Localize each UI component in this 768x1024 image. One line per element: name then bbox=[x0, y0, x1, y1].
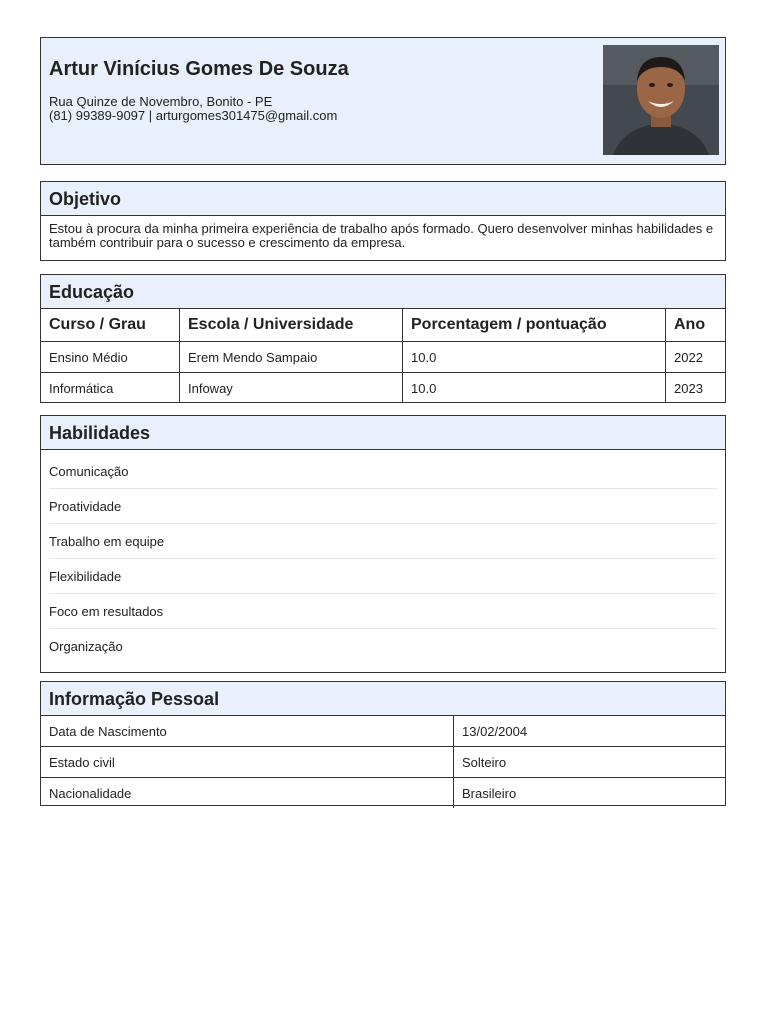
col-score: Porcentagem / pontuação bbox=[403, 309, 666, 342]
field-label: Nacionalidade bbox=[41, 778, 454, 809]
table-row bbox=[41, 778, 725, 809]
skills-section bbox=[40, 415, 726, 673]
list-item: Proatividade bbox=[49, 489, 717, 524]
skills-title: Habilidades bbox=[41, 416, 725, 450]
score-cell: 10.0 bbox=[403, 342, 666, 373]
contact-info bbox=[49, 95, 337, 123]
field-value: Solteiro bbox=[454, 747, 726, 778]
table-row bbox=[41, 747, 725, 778]
table-row bbox=[41, 373, 725, 404]
col-course: Curso / Grau bbox=[41, 309, 180, 342]
course-cell: Ensino Médio bbox=[41, 342, 180, 373]
table-row bbox=[41, 716, 725, 747]
address-text: Rua Quinze de Novembro, Bonito - PE bbox=[49, 94, 273, 109]
col-year: Ano bbox=[666, 309, 726, 342]
education-section bbox=[40, 274, 726, 403]
field-value: Brasileiro bbox=[462, 785, 517, 801]
col-school: Escola / Universidade bbox=[180, 309, 403, 342]
objective-title: Objetivo bbox=[41, 182, 725, 216]
year-cell: 2023 bbox=[674, 380, 703, 396]
school-cell: Infoway bbox=[180, 373, 403, 404]
personal-info-title: Informação Pessoal bbox=[41, 682, 725, 716]
objective-section bbox=[40, 181, 726, 261]
person-name: Artur Vinícius Gomes De Souza bbox=[49, 58, 349, 80]
table-row bbox=[41, 342, 725, 373]
list-item: Organização bbox=[49, 639, 123, 654]
field-label: Estado civil bbox=[41, 747, 454, 778]
score-cell: 10.0 bbox=[403, 373, 666, 404]
list-item: Trabalho em equipe bbox=[49, 524, 717, 559]
school-cell: Erem Mendo Sampaio bbox=[180, 342, 403, 373]
profile-photo bbox=[603, 45, 719, 155]
education-table bbox=[41, 309, 725, 403]
education-header-row bbox=[41, 309, 725, 342]
personal-info-table bbox=[41, 716, 725, 808]
list-item: Foco em resultados bbox=[49, 594, 717, 629]
objective-text: Estou à procura da minha primeira experiência de trabalho após formado. Quero desenvolver minhas habilidades e também contribuir para o sucesso e crescimento da empresa. bbox=[49, 221, 714, 250]
year-cell: 2022 bbox=[666, 342, 726, 373]
course-cell: Informática bbox=[41, 373, 180, 404]
list-item: Comunicação bbox=[49, 454, 717, 489]
resume-header bbox=[40, 37, 726, 165]
personal-info-section bbox=[40, 681, 726, 806]
education-title: Educação bbox=[41, 275, 725, 309]
field-label: Data de Nascimento bbox=[41, 716, 454, 747]
field-value: 13/02/2004 bbox=[454, 716, 726, 747]
list-item: Flexibilidade bbox=[49, 559, 717, 594]
phone-email-text: (81) 99389-9097 | arturgomes301475@gmail.com bbox=[49, 108, 338, 123]
skills-list bbox=[41, 450, 725, 663]
